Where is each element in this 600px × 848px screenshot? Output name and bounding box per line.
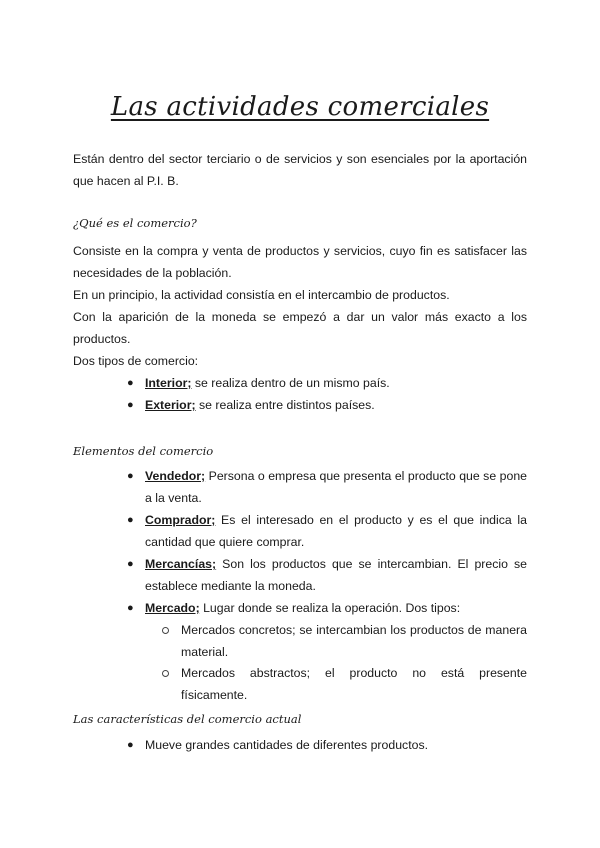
desc-interior: se realiza dentro de un mismo país. — [191, 376, 390, 390]
bullet-icon: ● — [127, 602, 134, 614]
bullet-icon: ● — [127, 470, 134, 482]
page-title: Las actividades comerciales — [110, 92, 490, 122]
list-item-mercado — [145, 597, 527, 619]
term-comprador: Comprador; — [145, 513, 216, 527]
paragraph-definicion: Consiste en la compra y venta de productos y servicios, cuyo fin es satisfacer las necesidades de la población. — [73, 244, 527, 280]
sublist-item-abstractos: Mercados abstractos; el producto no está presente físicamente. — [181, 666, 527, 702]
term-mercancias: Mercancías; — [145, 557, 217, 571]
intro-paragraph: Están dentro del sector terciario o de servicios y son esenciales por la aportación que hacen al P.I. B. — [73, 152, 527, 188]
bullet-icon: ● — [127, 558, 134, 570]
term-interior: Interior; — [145, 376, 192, 390]
list-item-vendedor — [145, 465, 527, 509]
list-item-mercancias — [145, 553, 527, 597]
bullet-icon: ● — [127, 514, 134, 526]
list-item-interior — [145, 372, 527, 394]
desc-exterior: se realiza entre distintos países. — [195, 398, 375, 412]
term-mercado: Mercado; — [145, 601, 200, 615]
section-heading-elementos: Elementos del comercio — [73, 444, 214, 458]
list-item-exterior — [145, 394, 527, 416]
paragraph-intercambio: En un principio, la actividad consistía en el intercambio de productos. — [73, 288, 450, 302]
paragraph-tipos: Dos tipos de comercio: — [73, 354, 199, 368]
bullet-icon: ● — [127, 377, 134, 389]
desc-mercancias: Son los productos que se intercambian. El precio se establece mediante la moneda. — [145, 557, 527, 593]
hollow-bullet-icon — [162, 627, 169, 634]
term-exterior: Exterior; — [145, 398, 196, 412]
desc-comprador: Es el interesado en el producto y es el que indica la cantidad que quiere comprar. — [145, 513, 527, 549]
sublist-item-concretos: Mercados concretos; se intercambian los productos de manera material. — [181, 623, 527, 659]
section-heading-caracteristicas: Las características del comercio actual — [73, 712, 302, 726]
term-vendedor: Vendedor; — [145, 469, 206, 483]
section-heading-que-es: ¿Qué es el comercio? — [73, 216, 197, 230]
list-item-cantidades: Mueve grandes cantidades de diferentes productos. — [145, 738, 429, 752]
bullet-icon: ● — [127, 399, 134, 411]
desc-mercado: Lugar donde se realiza la operación. Dos tipos: — [199, 601, 461, 615]
desc-vendedor: Persona o empresa que presenta el producto que se pone a la venta. — [145, 469, 527, 505]
hollow-bullet-icon — [162, 670, 169, 677]
bullet-icon: ● — [127, 739, 134, 751]
paragraph-moneda: Con la aparición de la moneda se empezó a dar un valor más exacto a los productos. — [73, 310, 527, 346]
list-item-comprador — [145, 509, 527, 553]
